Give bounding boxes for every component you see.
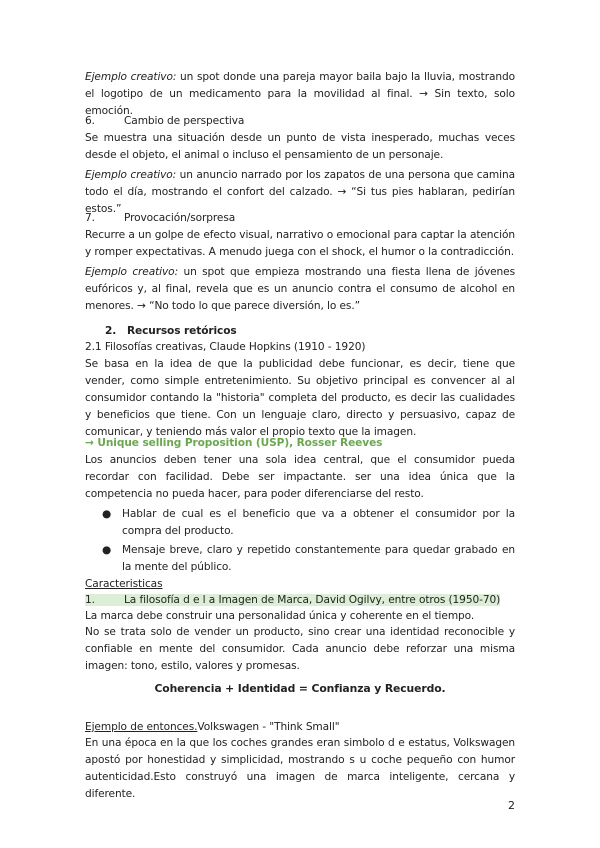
highlighted-item xyxy=(85,594,500,606)
list-item-text: Mensaje breve, claro y repetido constantemente para quedar grabado en la mente del público. xyxy=(122,544,515,573)
item-text: La filosofía d e l a Imagen de Marca, David Ogilvy, entre otros (1950-70) xyxy=(124,594,501,606)
list-item-text: Hablar de cual es el beneficio que va a obtener el consumidor por la compra del producto. xyxy=(122,508,515,537)
example-text: un spot que empieza mostrando una fiesta llena de jóvenes eufóricos y, al final, revela que es un anuncio contra el consumo de alcohol en menores. → “No todo lo que parece diversión, lo es.” xyxy=(85,266,515,312)
characteristics-label: Caracteristicas xyxy=(85,578,163,590)
bullet-icon: ● xyxy=(102,544,112,556)
characteristics-item xyxy=(85,592,515,609)
example-label: Ejemplo creativo: xyxy=(85,169,177,181)
item-number: 1. xyxy=(85,594,95,606)
characteristics-body-2: No se trata solo de vender un producto, sino crear una identidad reconocible y confiable en mente del consumidor. Cada anuncio debe reforzar una misma imagen: tono, estilo, valores y promesas. xyxy=(85,626,515,672)
example-heading xyxy=(85,719,515,736)
characteristics-title xyxy=(85,576,515,593)
section-number: 7. xyxy=(85,212,95,224)
subsection-title: 2.1 Filosofías creativas, Claude Hopkins (1910 - 1920) xyxy=(85,341,366,353)
example-label: Ejemplo creativo: xyxy=(85,266,179,278)
usp-bullet-list xyxy=(85,506,515,578)
section-7-body: Recurre a un golpe de efecto visual, narrativo o emocional para captar la atención y romper expectativas. A menudo juega con el shock, el humor o la contradicción. xyxy=(85,229,515,258)
example-text: un anuncio narrado por los zapatos de una persona que camina todo el día, mostrando el confort del calzado. → “Si tus pies hablaran, pedirían estos.” xyxy=(85,169,515,215)
section-7-heading xyxy=(85,210,515,227)
section-6-heading xyxy=(85,113,515,130)
section-title: Cambio de perspectiva xyxy=(124,115,245,127)
page-number: 2 xyxy=(508,799,515,812)
creative-example-3 xyxy=(85,264,515,315)
formula: Coherencia + Identidad = Confianza y Recuerdo. xyxy=(154,682,446,695)
usp-body: Los anuncios deben tener una sola idea central, que el consumidor pueda recordar con facilidad. Debe ser impactante. ser una idea única que la competencia no pueda hacer, para poder diferenciarse del resto. xyxy=(85,454,515,500)
usp-heading: → Unique selling Proposition (USP), Rosser Reeves xyxy=(85,437,383,449)
example-text: un spot donde una pareja mayor baila bajo la lluvia, mostrando el logotipo de un medicamento para la movilidad al final. → Sin texto, solo emoción. xyxy=(85,71,515,117)
section-title: Provocación/sorpresa xyxy=(124,212,236,224)
list-item xyxy=(85,542,515,576)
section-6-body: Se muestra una situación desde un punto de vista inesperado, muchas veces desde el objeto, el animal o incluso el pensamiento de un personaje. xyxy=(85,132,515,161)
section-number: 6. xyxy=(85,115,95,127)
subsection-body: Se basa en la idea de que la publicidad debe funcionar, es decir, tiene que vender, como simple entretenimiento. Su objetivo principal es convencer al al consumidor contando la "historia" completa del producto, es decir las cualidades y beneficios que tiene. Con un lenguaje claro, directo y persuasivo, capaz de comunicar, y teniendo más valor el propio texto que la imagen. xyxy=(85,358,515,438)
example-label: Ejemplo creativo: xyxy=(85,71,177,83)
example-heading-title: Volkswagen - "Think Small" xyxy=(197,721,340,733)
list-item xyxy=(85,506,515,540)
characteristics-body-1: La marca debe construir una personalidad única y coherente en el tiempo. xyxy=(85,610,475,622)
example-heading-label: Ejemplo de entonces. xyxy=(85,721,198,733)
example-body: En una época en la que los coches grandes eran simbolo d e estatus, Volkswagen apostó por honestidad y simplicidad, mostrando s u coche pequeño con humor autenticidad.Esto construyó una imagen de marca inteligente, cercana y diferente. xyxy=(85,737,515,800)
section-2-heading: 2. Recursos retóricos xyxy=(105,325,237,337)
bullet-icon: ● xyxy=(102,508,112,520)
